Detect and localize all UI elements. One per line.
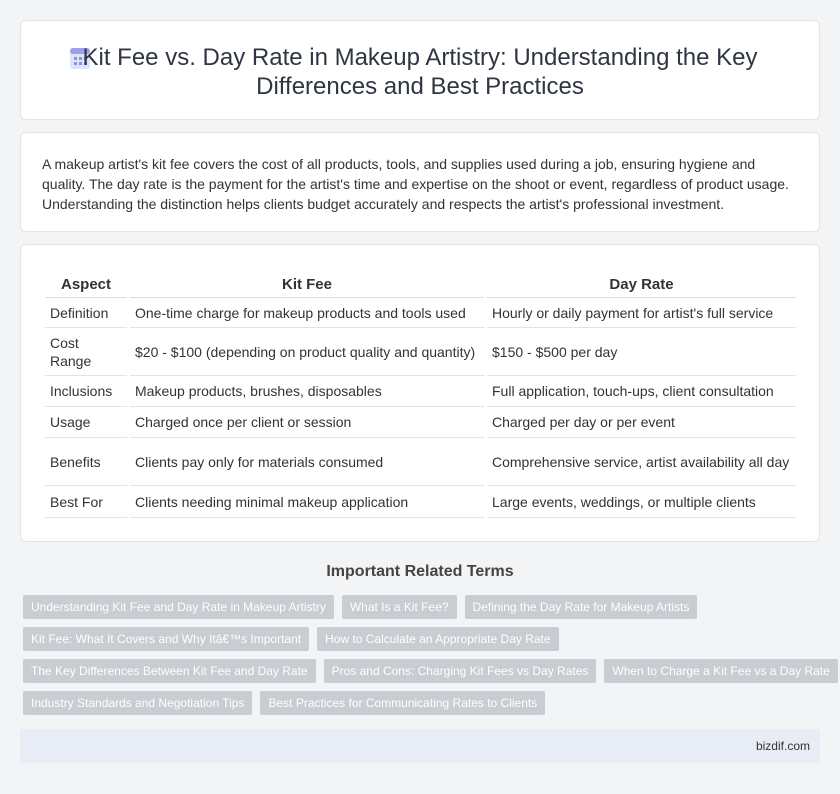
related-term-link[interactable]: Defining the Day Rate for Makeup Artists <box>465 595 698 619</box>
cell-kit-fee: One-time charge for makeup products and tools used <box>130 298 484 328</box>
comparison-table <box>42 271 799 518</box>
related-term-link[interactable]: Understanding Kit Fee and Day Rate in Makeup Artistry <box>23 595 334 619</box>
tag-row <box>23 659 830 683</box>
table-row <box>45 438 796 486</box>
related-term-link[interactable]: What Is a Kit Fee? <box>342 595 457 619</box>
tag-row <box>23 691 823 715</box>
cell-aspect: Inclusions <box>45 376 127 407</box>
cell-aspect: Best For <box>45 486 127 518</box>
cell-day-rate: Comprehensive service, artist availability all day <box>487 438 796 486</box>
related-terms-heading: Important Related Terms <box>326 563 514 580</box>
page-title: Kit Fee vs. Day Rate in Makeup Artistry: Understanding the Key Differences and Best Practices <box>82 44 758 100</box>
related-term-link[interactable]: The Key Differences Between Kit Fee and Day Rate <box>23 659 316 683</box>
related-terms-list <box>23 595 830 723</box>
cell-day-rate: Full application, touch-ups, client consultation <box>487 376 796 407</box>
related-term-link[interactable]: Industry Standards and Negotiation Tips <box>23 691 252 715</box>
comparison-table-card <box>20 244 820 542</box>
cell-aspect: Cost Range <box>45 328 127 376</box>
cell-kit-fee: Clients needing minimal makeup application <box>130 486 484 518</box>
related-term-link[interactable]: Pros and Cons: Charging Kit Fees vs Day Rates <box>324 659 597 683</box>
related-term-link[interactable]: When to Charge a Kit Fee vs a Day Rate <box>604 659 837 683</box>
related-term-link[interactable]: Best Practices for Communicating Rates to Clients <box>260 691 545 715</box>
table-row <box>45 376 796 407</box>
cell-aspect: Definition <box>45 298 127 328</box>
column-header-aspect: Aspect <box>45 271 127 298</box>
cell-day-rate: Charged per day or per event <box>487 407 796 438</box>
table-row <box>45 328 796 376</box>
cell-day-rate: Hourly or daily payment for artist's full service <box>487 298 796 328</box>
cell-kit-fee: Charged once per client or session <box>130 407 484 438</box>
related-term-link[interactable]: How to Calculate an Appropriate Day Rate <box>317 627 558 651</box>
cell-day-rate: $150 - $500 per day <box>487 328 796 376</box>
related-term-link[interactable]: Kit Fee: What It Covers and Why Itâ€™s Important <box>23 627 309 651</box>
intro-card <box>20 132 820 232</box>
tag-row <box>23 627 823 651</box>
cell-kit-fee: $20 - $100 (depending on product quality and quantity) <box>130 328 484 376</box>
column-header-day-rate: Day Rate <box>487 271 796 298</box>
cell-aspect: Benefits <box>45 438 127 486</box>
table-header-row <box>45 271 796 298</box>
column-header-kit-fee: Kit Fee <box>130 271 484 298</box>
cell-kit-fee: Makeup products, brushes, disposables <box>130 376 484 407</box>
table-row <box>45 407 796 438</box>
cell-kit-fee: Clients pay only for materials consumed <box>130 438 484 486</box>
footer-site-name: bizdif.com <box>755 739 810 753</box>
cell-aspect: Usage <box>45 407 127 438</box>
cell-day-rate: Large events, weddings, or multiple clients <box>487 486 796 518</box>
table-row <box>45 298 796 328</box>
header-card <box>20 20 820 120</box>
footer-bar <box>20 729 820 763</box>
tag-row <box>23 595 823 619</box>
intro-paragraph: A makeup artist's kit fee covers the cost of all products, tools, and supplies used during a job, ensuring hygiene and quality. The day rate is the payment for the artist's time and expertise on the shoot or event, regardless of product usage. Understanding the distinction helps clients budget accurately and respects the artist's professional investment. <box>42 156 789 212</box>
table-row <box>45 486 796 518</box>
